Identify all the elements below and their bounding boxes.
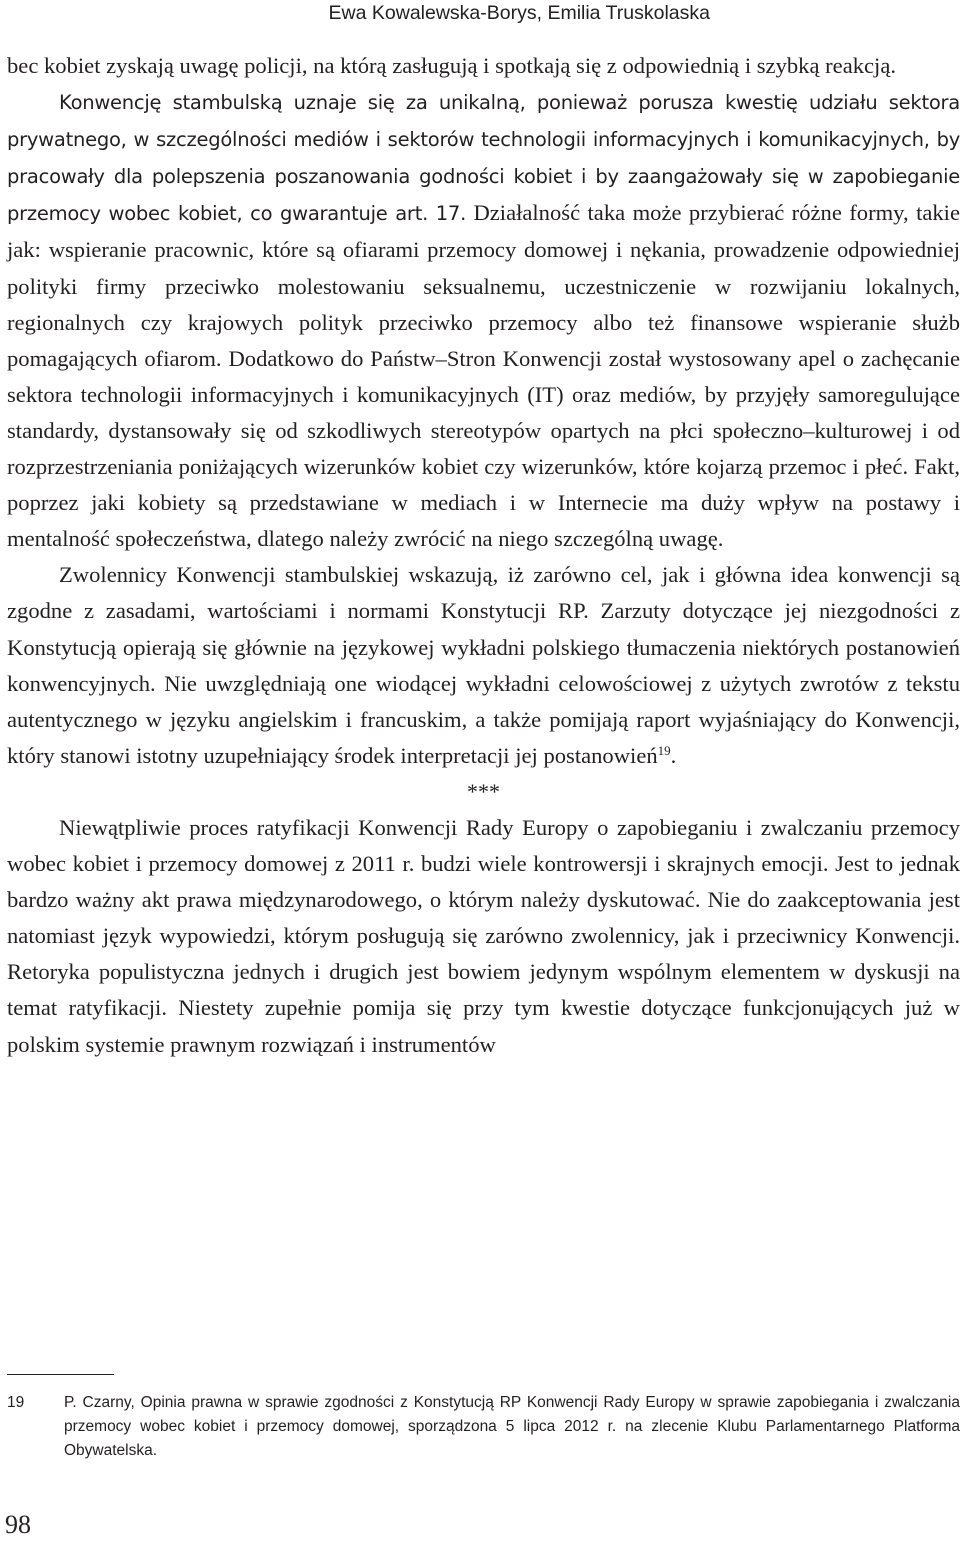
paragraph-1: bec kobiet zyskają uwagę policji, na którą zasługują i spotkają się z odpowiednią i szybką reakcją.	[7, 53, 897, 78]
paragraph-2-serif-part: Działalność taka może przybierać różne formy, takie jak: wspieranie pracownic, które są ofiarami przemocy domowej i nękania, prowadzenie odpowiedniej polityki firmy przeciwko molestowaniu seksualnemu, uczestniczenie w rozwijaniu lokalnych, regionalnych czy krajowych polityk przeciwko przemocy albo też finansowe wspieranie służb pomagających ofiarom.	[7, 200, 960, 371]
paragraph-4: Niewątpliwie proces ratyfikacji Konwencji Rady Europy o zapobieganiu i zwalczaniu przemocy wobec kobiet i przemocy domowej z 2011 r. budzi wiele kontrowersji i skrajnych emocji. Jest to jednak bardzo ważny akt prawa międzynarodowego, o którym należy dyskutować. Nie do zaakceptowania jest natomiast język wypowiedzi, którym posługują się zarówno zwolennicy, jak i przeciwnicy Konwencji. Retoryka populistyczna jednych i drugich jest bowiem jedynym wspólnym elementem w dyskusji na temat ratyfikacji. Niestety zupełnie pomija się przy tym kwestie dotyczące funkcjonujących już w polskim systemie prawnym rozwiązań i instrumentów	[7, 814, 960, 1057]
paragraph-3-text: Zwolennicy Konwencji stambulskiej wskazują, iż zarówno cel, jak i główna idea konwencji są zgodne z zasadami, wartościami i normami Konstytucji RP. Zarzuty dotyczące jej niezgodności z Konstytucją opierają się głównie na językowej wykładni polskiego tłumaczenia niektórych postanowień konwencyjnych. Nie uwzględniają one wiodącej wykładni celowościowej z użytych zwrotów z tekstu autentycznego w języku angielskim i francuskim, a także pomijają raport wyjaśniający do Konwencji, który stanowi istotny uzupełniający środek interpretacji jej postanowień	[7, 562, 960, 768]
running-header: Ewa Kowalewska-Borys, Emilia Truskolaska	[328, 2, 710, 24]
section-separator: ***	[467, 778, 500, 804]
body-text	[7, 48, 960, 1063]
paragraph-2-serif-part-2: Dodatkowo do Państw–Stron Konwencji został wystosowany apel o zachęcanie sektora technologii informacyjnych i komunikacyjnych (IT) oraz mediów, by przyjęły samoregulujące standardy, dystansowały się od szkodliwych stereotypów opartych na płci społeczno–kulturowej i od rozprzestrzeniania poniżających wizerunków kobiet czy wizerunków, które kojarzą przemoc i płeć. Fakt, poprzez jaki kobiety są przedstawiane w mediach i w Internecie ma duży wpływ na postawy i mentalność społeczeństwa, dlatego należy zwrócić na niego szczególną uwagę.	[7, 345, 960, 552]
footnote-number: 19	[7, 1394, 25, 1411]
paragraph-3-end: .	[670, 742, 677, 768]
paragraph-3	[7, 557, 960, 774]
paragraph-2	[7, 84, 960, 557]
footnote-reference[interactable]: 19	[657, 742, 671, 758]
footnote-text: P. Czarny, Opinia prawna w sprawie zgodności z Konstytucją RP Konwencji Rady Europy w sprawie zapobiegania i zwalczania przemocy wobec kobiet i przemocy domowej, sporządzona 5 lipca 2012 r. na zlecenie Klubu Parlamentarnego Platforma Obywatelska.	[64, 1394, 960, 1459]
footnote	[7, 1391, 960, 1463]
footnote-rule	[7, 1374, 114, 1375]
paragraph-2-sans-part: Konwencję stambulską uznaje się za unikalną, ponieważ porusza kwestię udziału sektora prywatnego, w szczególności mediów i sektorów technologii informacyjnych i komunikacyjnych, by pracowały dla polepszenia poszanowania godności kobiet i by zaangażowały się w zapobieganie przemocy wobec kobiet, co gwarantuje art. 17.	[7, 91, 960, 226]
page-number: 98	[5, 1510, 31, 1539]
